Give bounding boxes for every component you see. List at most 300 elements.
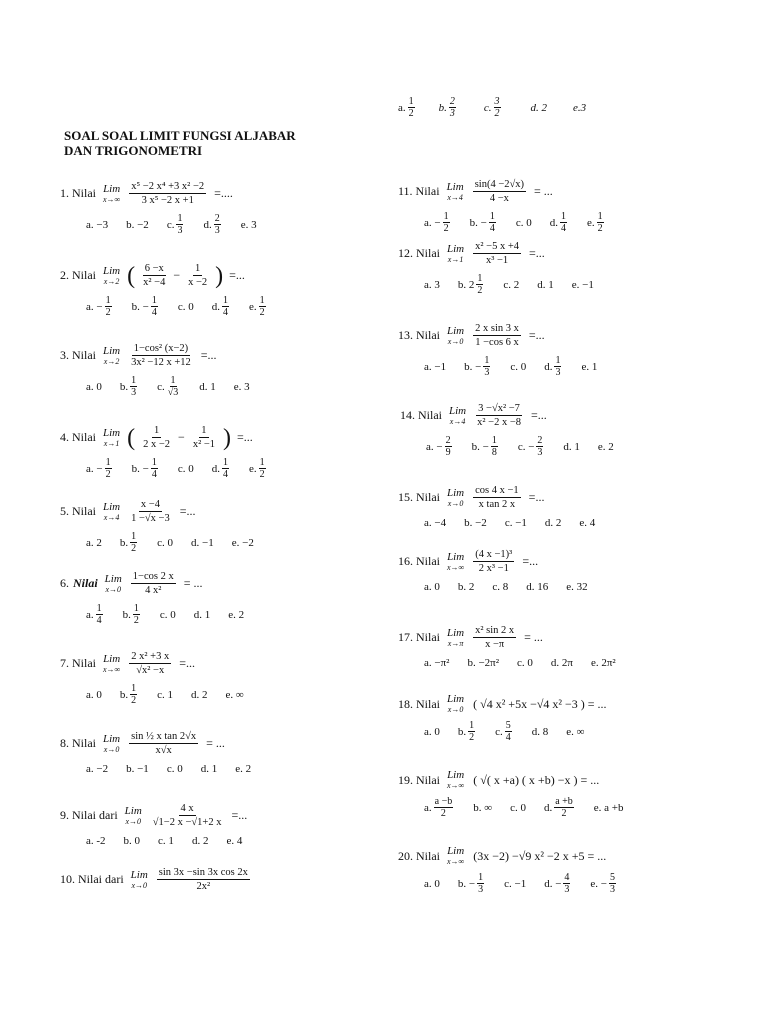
fraction	[157, 866, 250, 893]
option-fraction	[133, 603, 140, 626]
fraction	[475, 402, 523, 429]
fraction	[129, 650, 171, 677]
denominator: x tan 2 x	[478, 499, 516, 510]
question-expression	[398, 694, 607, 714]
denominator: 3x² −12 x +12	[131, 357, 191, 368]
answer-option	[464, 355, 492, 378]
question-15	[398, 484, 613, 529]
option-text: d. 1	[199, 380, 216, 393]
option-text: a. −1	[424, 360, 447, 373]
limit-symbol	[103, 428, 120, 448]
answer-options	[424, 720, 607, 743]
equals-tail: =...	[229, 268, 245, 282]
option-fraction	[536, 435, 543, 458]
answer-option	[158, 835, 174, 847]
limit-word: Lim	[130, 868, 148, 881]
option-fraction	[554, 796, 574, 819]
answer-option	[120, 375, 139, 398]
option-text: e. −1	[571, 278, 594, 291]
limit-symbol	[449, 406, 466, 426]
option-denominator: 3	[484, 367, 490, 378]
page-title: SOAL SOAL LIMIT FUNGSI ALJABAR DAN TRIGONOMETRI	[64, 128, 296, 158]
option-text: c. 0	[510, 801, 526, 814]
option-text: e. 4	[579, 517, 596, 529]
answer-option	[424, 361, 446, 373]
option-text: e. 4	[226, 835, 243, 847]
answer-option	[191, 537, 214, 549]
paren-open: (	[127, 262, 136, 289]
limit-symbol	[125, 806, 142, 826]
option-denominator: 2	[477, 285, 483, 296]
answer-option	[167, 213, 186, 236]
fraction	[129, 180, 206, 207]
answer-options	[424, 796, 642, 819]
limit-symbol	[447, 552, 464, 572]
equals-tail: =...	[200, 348, 217, 362]
option-text: e. ∞	[566, 725, 585, 738]
expression: ( √4 x² +5x −√4 x² −3 ) = ...	[473, 696, 607, 711]
numerator: sin(4 −2√x)	[474, 179, 524, 190]
question-6	[60, 570, 262, 626]
limit-word: Lim	[103, 732, 121, 745]
answer-option	[587, 211, 606, 234]
option-fraction	[597, 211, 604, 234]
fraction	[129, 498, 172, 525]
option-fraction	[505, 720, 512, 743]
option-text: a. −	[86, 462, 103, 475]
question-number: 10. Nilai dari	[60, 872, 124, 886]
equals-tail: = ...	[534, 184, 553, 198]
numerator: x⁵ −2 x⁴ +3 x² −2	[131, 181, 205, 192]
option-text: b. −	[469, 216, 487, 229]
option-numerator: 1	[96, 603, 102, 614]
option-text: c. 0	[166, 763, 183, 775]
question-5	[60, 498, 272, 554]
answer-options	[424, 211, 624, 234]
option-text: b.	[457, 725, 467, 738]
option-numerator: 2	[537, 435, 543, 446]
option-denominator: 4	[222, 469, 228, 480]
answer-option	[424, 279, 440, 291]
answer-option	[544, 355, 563, 378]
answer-option	[234, 381, 250, 393]
answer-option	[132, 457, 160, 480]
option-text: c. 0	[177, 462, 194, 475]
question-number: 4. Nilai	[60, 430, 96, 444]
answer-option	[249, 295, 268, 318]
answer-option	[424, 517, 446, 529]
question-expression	[60, 342, 268, 369]
fraction	[141, 424, 172, 451]
answer-option	[126, 763, 149, 775]
limit-word: Lim	[447, 769, 465, 781]
question-number: 13. Nilai	[398, 328, 440, 342]
option-text: b.	[119, 380, 129, 393]
question-expression	[398, 178, 624, 205]
question-14	[400, 402, 632, 458]
option-text: b. 2	[457, 581, 475, 593]
answer-option	[124, 835, 141, 847]
question-4	[60, 424, 286, 480]
numerator: 4 x	[180, 803, 194, 814]
paren-close: )	[223, 424, 232, 451]
option-text: c. 1	[157, 688, 174, 701]
limit-word: Lim	[103, 264, 121, 277]
option-denominator: 4	[505, 732, 511, 743]
numerator: 2 x sin 3 x	[475, 323, 519, 334]
option-fraction	[477, 872, 484, 895]
option-fraction	[563, 872, 570, 895]
fraction	[473, 624, 516, 651]
question-number: 3. Nilai	[60, 348, 96, 362]
option-text: a.	[424, 801, 432, 814]
option-text: c. 1	[158, 835, 174, 847]
denominator: 1 −cos 6 x	[475, 337, 519, 348]
equals-tail: =...	[522, 554, 539, 568]
option-e: e.3	[573, 101, 587, 114]
option-numerator: 1	[491, 435, 497, 446]
option-text: e. 2	[228, 608, 245, 621]
question-16	[398, 548, 606, 593]
option-fraction	[609, 872, 616, 895]
option-text: b. −2	[126, 218, 149, 231]
numerator: 1−cos 2 x	[132, 571, 174, 582]
answer-option	[464, 517, 487, 529]
option-text: a. -2	[86, 835, 106, 847]
option-text: e. 2	[597, 440, 614, 453]
answer-option	[510, 361, 526, 373]
answer-option	[157, 375, 181, 398]
option-text: c. −	[517, 440, 535, 453]
option-denominator: 4	[489, 223, 495, 234]
option-text: a. −	[426, 440, 443, 453]
answer-options	[86, 683, 262, 706]
limit-symbol	[447, 628, 464, 648]
limit-word: Lim	[446, 180, 464, 193]
answer-option	[86, 219, 108, 231]
question-2	[60, 262, 286, 318]
answer-options	[424, 517, 613, 529]
answer-option	[591, 657, 616, 669]
option-text: b. −2π²	[467, 657, 499, 669]
question-expression	[398, 770, 642, 790]
option-denominator: 4	[151, 469, 157, 480]
question-expression	[398, 484, 613, 511]
limit-symbol	[447, 244, 464, 264]
limit-symbol	[103, 184, 120, 204]
denominator: 3 x⁵ −2 x +1	[141, 195, 194, 206]
numerator: 1	[201, 425, 207, 436]
option-denominator: 2	[105, 307, 111, 318]
option-text: d. −1	[191, 536, 214, 549]
question-8	[60, 730, 269, 775]
numerator: 2 x² +3 x	[131, 651, 170, 662]
limit-word: Lim	[447, 242, 465, 255]
option-text: a. −2	[86, 763, 109, 775]
answer-options	[86, 835, 260, 847]
answer-option	[505, 517, 527, 529]
answer-option	[566, 581, 587, 593]
question-expression	[60, 180, 275, 207]
question-9	[60, 802, 260, 847]
fraction	[131, 570, 176, 597]
question-expression	[60, 802, 260, 829]
answer-option	[123, 603, 142, 626]
option-fraction	[214, 213, 221, 236]
option-text: c. −1	[504, 877, 527, 890]
limit-word: Lim	[104, 572, 122, 585]
limit-word: Lim	[447, 550, 465, 563]
equals-tail: = ...	[524, 630, 543, 644]
question-expression	[398, 322, 615, 349]
answer-option	[458, 581, 475, 593]
option-denominator: 3	[564, 884, 570, 895]
limit-symbol	[103, 654, 120, 674]
numerator: x² −5 x +4	[475, 241, 519, 252]
answer-option	[492, 581, 508, 593]
limit-approach: x→0	[105, 584, 122, 594]
answer-options	[86, 763, 269, 775]
answer-option	[473, 802, 492, 814]
option-fraction	[476, 273, 483, 296]
option-text: b. −	[464, 360, 482, 373]
option-fraction	[130, 375, 137, 398]
option-text: a. 0	[424, 725, 440, 738]
option-numerator: 1	[443, 211, 449, 222]
limit-word: Lim	[124, 804, 142, 817]
answer-option	[120, 531, 139, 554]
question-number: 12. Nilai	[398, 246, 440, 260]
option-fraction	[468, 720, 475, 743]
equals-tail: = ...	[183, 576, 203, 590]
option-text: e. ∞	[225, 688, 244, 701]
minus-sign: −	[173, 268, 181, 282]
answer-option	[86, 381, 102, 393]
option-text: a. 0	[424, 877, 440, 890]
answer-options	[424, 273, 612, 296]
question-expression	[398, 846, 636, 866]
answer-option	[458, 872, 486, 895]
limit-approach: x→4	[449, 416, 466, 426]
option-denominator: 3	[555, 367, 561, 378]
question-3	[60, 342, 268, 398]
question-number: 2. Nilai	[60, 268, 96, 282]
answer-option	[526, 581, 548, 593]
option-text: a. −	[86, 300, 103, 313]
option-text: b.	[119, 688, 129, 701]
option-fraction	[443, 211, 450, 234]
answer-option	[544, 872, 572, 895]
denominator: x² −1	[192, 439, 216, 450]
option-text: c. 0	[510, 360, 527, 373]
equals-tail: =...	[231, 808, 248, 822]
answer-option	[504, 878, 526, 890]
question-10	[60, 866, 252, 893]
fraction	[186, 262, 209, 289]
option-text: c. −1	[504, 517, 527, 529]
question-expression	[60, 866, 252, 893]
question-number: 14. Nilai	[400, 408, 442, 422]
limit-word: Lim	[447, 693, 465, 705]
limit-approach: x→0	[103, 744, 120, 754]
question-expression	[398, 240, 612, 267]
question-20	[398, 846, 636, 895]
option-fraction	[151, 295, 158, 318]
denominator: 4 −x	[489, 193, 509, 204]
paren-close: )	[215, 262, 224, 289]
option-numerator: 1	[151, 295, 157, 306]
answer-option	[518, 435, 546, 458]
option-numerator: 4	[564, 872, 570, 883]
expression: (3x −2) −√9 x² −2 x +5 = ...	[473, 848, 607, 863]
option-fraction	[489, 211, 496, 234]
answer-option	[120, 683, 139, 706]
limit-word: Lim	[103, 182, 121, 195]
numerator: cos 4 x −1	[475, 485, 519, 496]
answer-option	[249, 457, 268, 480]
option-text: a. 3	[424, 278, 440, 291]
fraction	[473, 240, 521, 267]
question-number: 11. Nilai	[398, 184, 440, 198]
option-fraction	[222, 295, 229, 318]
option-text: d. 16	[526, 581, 549, 593]
answer-option	[157, 537, 173, 549]
option-text: c. 0	[177, 300, 194, 313]
limit-approach: x→2	[103, 276, 120, 286]
answer-option	[426, 435, 454, 458]
answer-option	[194, 609, 211, 621]
limit-symbol	[131, 870, 148, 890]
option-text: e. −	[590, 877, 608, 890]
limit-symbol	[103, 502, 120, 522]
limit-approach: x→∞	[103, 664, 121, 674]
answer-option	[458, 720, 477, 743]
option-text: d. 2	[191, 835, 209, 847]
option-text: e.	[248, 462, 257, 475]
answer-option	[86, 457, 114, 480]
equals-tail: =...	[237, 430, 253, 444]
answer-option	[544, 796, 576, 819]
option-numerator: 1	[151, 457, 157, 468]
option-text: d. −	[544, 877, 562, 890]
answer-option	[572, 279, 594, 291]
limit-approach: x→∞	[103, 194, 121, 204]
question-13	[398, 322, 615, 378]
option-numerator: 1	[105, 295, 111, 306]
answer-option	[126, 219, 149, 231]
denominator: x −π	[485, 639, 505, 650]
fraction	[473, 322, 521, 349]
option-fraction	[167, 375, 180, 398]
limit-symbol	[447, 182, 464, 202]
answer-option	[212, 295, 231, 318]
option-text: d. 1	[537, 278, 554, 291]
answer-option	[551, 657, 573, 669]
answer-options	[86, 531, 272, 554]
answer-option	[424, 211, 452, 234]
option-denominator: 2	[131, 543, 137, 554]
answer-option	[160, 609, 176, 621]
option-denominator: 9	[445, 447, 451, 458]
answer-option	[537, 279, 554, 291]
equals-tail: =....	[214, 186, 233, 200]
option-denominator: 2	[131, 695, 137, 706]
answer-options	[86, 457, 286, 480]
option-text: e. 1	[581, 360, 598, 373]
option-text: d. 1	[563, 440, 580, 453]
limit-symbol	[103, 346, 120, 366]
option-fraction	[434, 796, 454, 819]
answer-option	[470, 211, 498, 234]
answer-option	[467, 657, 499, 669]
limit-symbol	[447, 770, 464, 790]
option-text: b.	[119, 536, 129, 549]
answer-option	[424, 726, 440, 738]
option-numerator: 1	[477, 273, 483, 284]
option-fraction	[105, 295, 112, 318]
answer-option	[212, 457, 231, 480]
option-numerator: 5	[610, 872, 616, 883]
question-expression	[60, 730, 269, 757]
question-number: 6.	[60, 576, 69, 590]
option-text: d.	[544, 360, 553, 373]
option-denominator: 2	[443, 223, 449, 234]
answer-option	[86, 603, 105, 626]
answer-option	[201, 763, 218, 775]
answer-option	[550, 211, 569, 234]
paren-open: (	[127, 424, 136, 451]
limit-symbol	[105, 574, 122, 594]
question-number: 20. Nilai	[398, 848, 440, 863]
limit-symbol	[447, 846, 464, 866]
option-numerator: a +b	[555, 796, 573, 807]
option-denominator: 4	[151, 307, 157, 318]
question-number: 17. Nilai	[398, 630, 440, 644]
option-numerator: 1	[131, 531, 137, 542]
option-numerator: 1	[484, 355, 490, 366]
denominator: 1 −√x −3	[131, 513, 170, 524]
option-numerator: 1	[259, 457, 265, 468]
option-text: b.	[122, 608, 131, 621]
option-text: c. 0	[159, 608, 176, 621]
answer-option	[545, 517, 562, 529]
option-denominator: 8	[491, 447, 497, 458]
question-number: 1. Nilai	[60, 186, 96, 200]
numerator: sin 3x −sin 3x cos 2x	[158, 867, 248, 878]
answer-option	[86, 537, 102, 549]
option-numerator: a −b	[434, 796, 453, 807]
answer-option	[132, 295, 160, 318]
answer-option	[203, 213, 222, 236]
denominator: x² −2 x −8	[477, 417, 521, 428]
nilai-label: Nilai	[73, 576, 98, 590]
fraction	[151, 802, 224, 829]
option-text: b. −	[131, 300, 149, 313]
limit-word: Lim	[103, 500, 121, 513]
option-text: e. 2π²	[590, 657, 616, 669]
option-text: c.	[495, 725, 503, 738]
option-fraction	[560, 211, 567, 234]
question-number: 5. Nilai	[60, 504, 96, 518]
answer-option	[579, 517, 595, 529]
answer-option	[178, 463, 194, 475]
option-denominator: 2	[105, 469, 111, 480]
option-numerator: 2	[445, 435, 451, 446]
question-18	[398, 694, 607, 743]
option-text: d.	[549, 216, 558, 229]
answer-option	[563, 441, 580, 453]
option-numerator: 2	[214, 213, 220, 224]
